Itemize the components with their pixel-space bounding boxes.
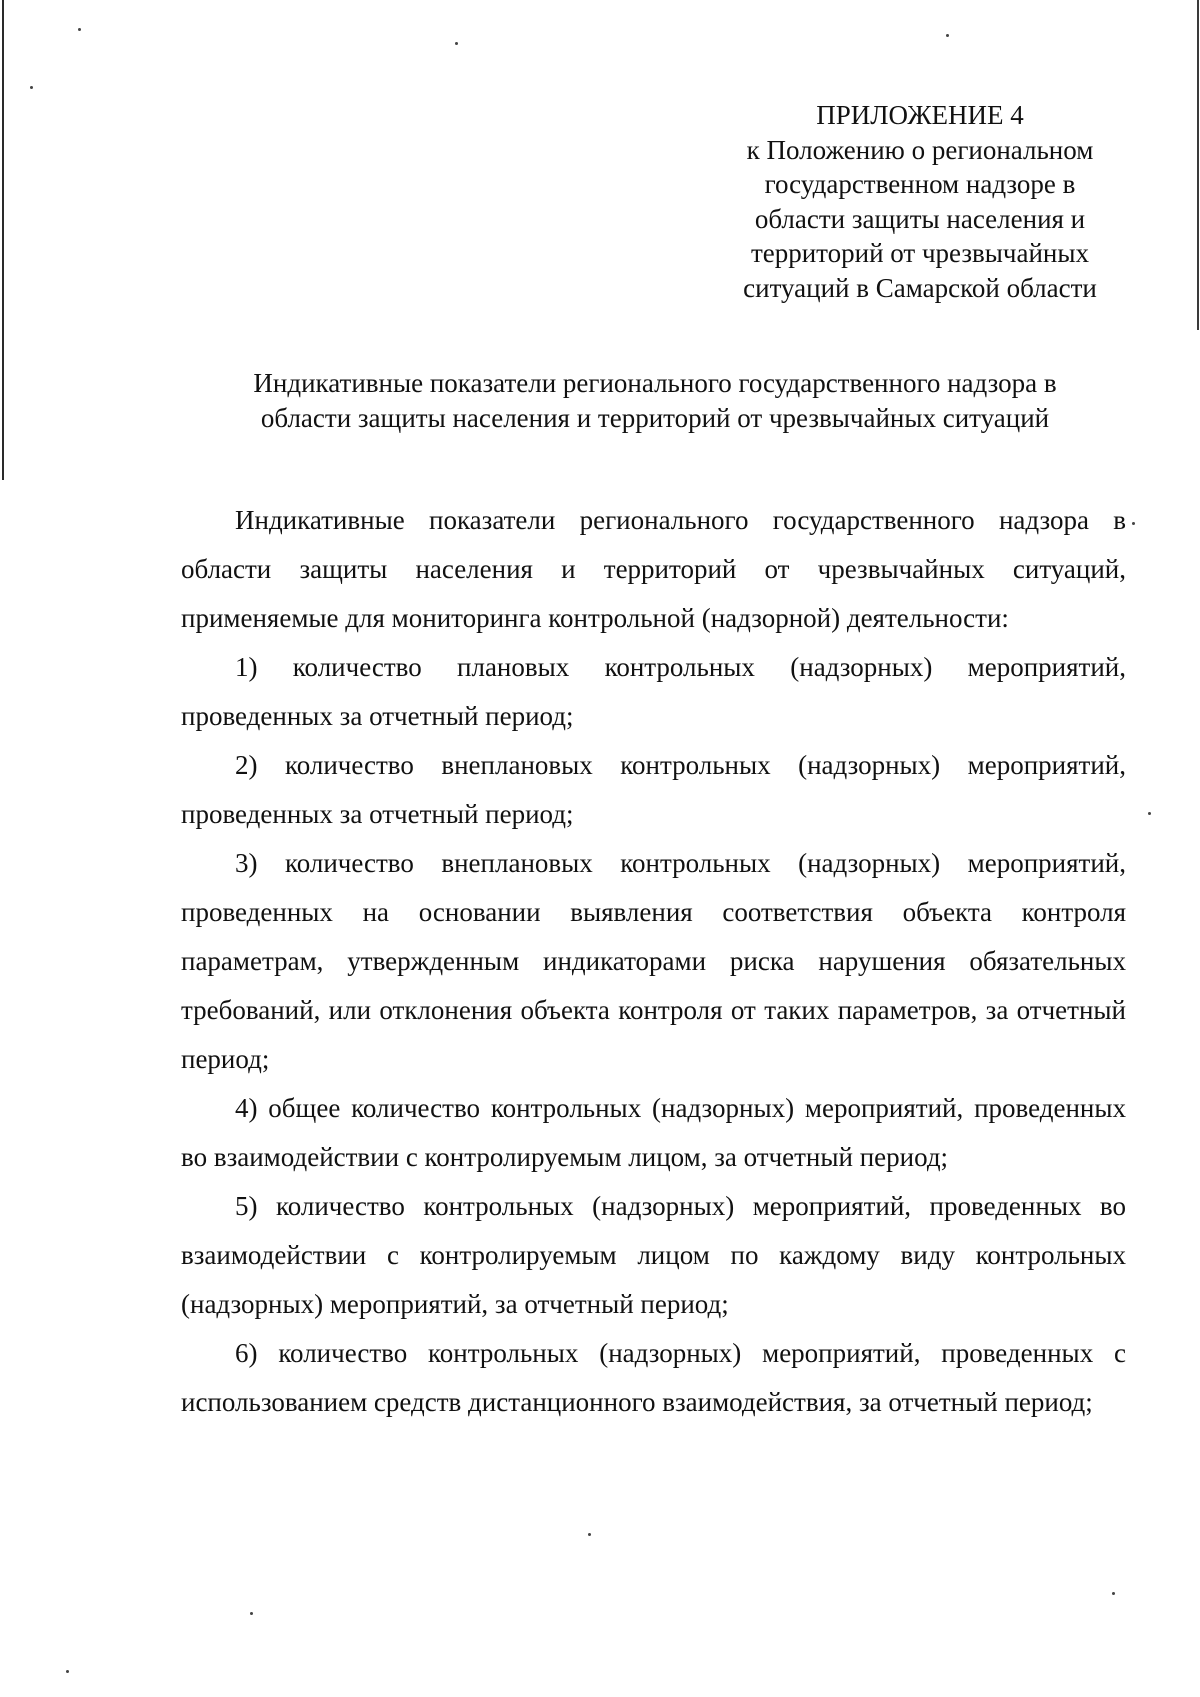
scan-speck	[66, 1670, 69, 1673]
document-body	[181, 496, 1126, 1427]
intro-paragraph: Индикативные показатели регионального государственного надзора в области защиты населения и территорий от чрезвычайных ситуаций, применяемые для мониторинга контрольной (надзорной) деятельности:	[181, 505, 1126, 633]
scan-speck	[946, 34, 949, 37]
scan-speck	[455, 42, 458, 45]
appendix-line: к Положению о региональном	[746, 134, 1094, 165]
appendix-line: ситуаций в Самарской области	[743, 272, 1097, 303]
list-item: 4) общее количество контрольных (надзорных) мероприятий, проведенных во взаимодействии с контролируемым лицом, за отчетный период;	[181, 1093, 1126, 1172]
document-title-line: Индикативные показатели регионального государственного надзора в	[253, 368, 1057, 398]
appendix-line: территорий от чрезвычайных	[750, 238, 1090, 268]
scan-speck	[1112, 1592, 1115, 1595]
document-title	[130, 366, 1180, 435]
scan-right-edge	[1197, 0, 1199, 330]
list-item: 5) количество контрольных (надзорных) мероприятий, проведенных во взаимодействии с контролируемым лицом по каждому виду контрольных (надзорных) мероприятий, за отчетный период;	[181, 1191, 1126, 1319]
scan-left-edge	[2, 0, 4, 480]
list-item: 3) количество внеплановых контрольных (надзорных) мероприятий, проведенных на основании выявления соответствия объекта контроля параметрам, утвержденным индикаторами риска нарушения обязательных требований, или отклонения объекта контроля от таких параметров, за отчетный период;	[181, 848, 1126, 1074]
scan-speck	[30, 86, 33, 89]
list-item: 1) количество плановых контрольных (надзорных) мероприятий, проведенных за отчетный период;	[181, 652, 1126, 731]
scan-speck	[250, 1612, 253, 1615]
list-item: 6) количество контрольных (надзорных) мероприятий, проведенных с использованием средств дистанционного взаимодействия, за отчетный период;	[181, 1338, 1126, 1417]
scan-speck	[588, 1533, 591, 1536]
scan-speck	[78, 28, 81, 31]
appendix-title: ПРИЛОЖЕНИЕ 4	[816, 100, 1024, 130]
scan-speck	[1148, 812, 1151, 815]
scan-speck	[1132, 522, 1135, 525]
appendix-line: области защиты населения и	[754, 203, 1086, 234]
list-item: 2) количество внеплановых контрольных (надзорных) мероприятий, проведенных за отчетный период;	[181, 750, 1126, 829]
document-title-line: области защиты населения и территорий от чрезвычайных ситуаций	[260, 402, 1050, 433]
appendix-header	[700, 98, 1140, 305]
appendix-line: государственном надзоре в	[764, 169, 1076, 199]
